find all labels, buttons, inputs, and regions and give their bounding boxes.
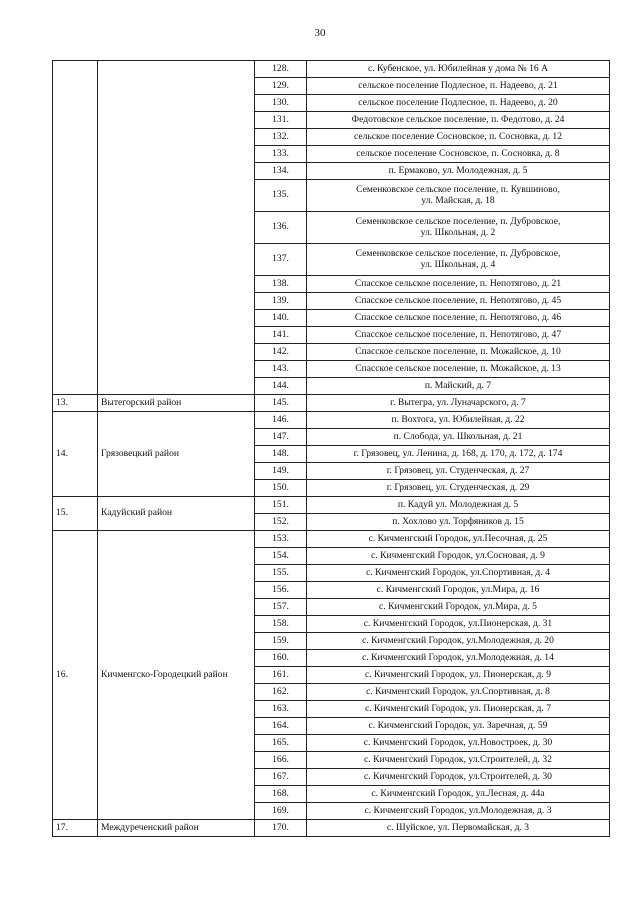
row-index: 129. <box>255 78 307 95</box>
address-line: п. Слобода, ул. Школьная, д. 21 <box>393 430 523 442</box>
table-row <box>53 497 610 514</box>
address-cell <box>307 78 610 95</box>
address-line: п. Вохтога, ул. Юбилейная, д. 22 <box>391 413 525 425</box>
district-number: 16. <box>53 531 98 820</box>
row-index: 131. <box>255 112 307 129</box>
address-cell <box>307 163 610 180</box>
address-line: сельское поселение Сосновское, п. Сосновка, д. 12 <box>354 130 562 142</box>
address-cell <box>307 310 610 327</box>
row-index: 148. <box>255 446 307 463</box>
row-index: 137. <box>255 244 307 276</box>
district-name <box>98 61 255 395</box>
address-cell <box>307 582 610 599</box>
address-cell <box>307 61 610 78</box>
address-cell <box>307 412 610 429</box>
row-index: 144. <box>255 378 307 395</box>
row-index: 132. <box>255 129 307 146</box>
row-index: 147. <box>255 429 307 446</box>
address-table <box>52 60 610 837</box>
address-line-2: ул. Майская, д. 18 <box>421 194 495 206</box>
row-index: 138. <box>255 276 307 293</box>
table-row <box>53 412 610 429</box>
address-line: с. Кичменгский Городок, ул.Новостроек, д. 30 <box>363 736 553 748</box>
address-cell <box>307 429 610 446</box>
address-cell <box>307 293 610 310</box>
row-index: 152. <box>255 514 307 531</box>
row-index: 134. <box>255 163 307 180</box>
row-index: 141. <box>255 327 307 344</box>
address-cell <box>307 650 610 667</box>
address-cell <box>307 599 610 616</box>
address-line: с. Кичменгский Городок, ул. Пионерская, д. 7 <box>364 702 552 714</box>
address-line: сельское поселение Сосновское, п. Сосновка, д. 8 <box>356 147 560 159</box>
address-line: с. Кичменгский Городок, ул.Спортивная, д. 8 <box>366 685 550 697</box>
address-line: Семенковское сельское поселение, п. Дубровское, <box>355 215 561 227</box>
row-index: 136. <box>255 212 307 244</box>
address-line: с. Кичменгский Городок, ул.Строителей, д. 32 <box>364 753 552 765</box>
address-line: п. Ермаково, ул. Молодежная, д. 5 <box>388 164 528 176</box>
address-cell <box>307 395 610 412</box>
address-line: г. Вытегра, ул. Луначарского, д. 7 <box>390 396 526 408</box>
row-index: 145. <box>255 395 307 412</box>
row-index: 149. <box>255 463 307 480</box>
address-cell <box>307 769 610 786</box>
district-number: 17. <box>53 820 98 837</box>
row-index: 128. <box>255 61 307 78</box>
address-cell <box>307 752 610 769</box>
address-table-body <box>53 61 610 837</box>
address-cell <box>307 548 610 565</box>
address-line: Федотовское сельское поселение, п. Федотово, д. 24 <box>351 113 565 125</box>
address-line: Спасское сельское поселение, п. Непотягово, д. 47 <box>354 328 562 340</box>
row-index: 166. <box>255 752 307 769</box>
row-index: 170. <box>255 820 307 837</box>
table-wrapper <box>52 60 610 837</box>
address-cell <box>307 497 610 514</box>
district-number: 15. <box>53 497 98 531</box>
address-cell <box>307 820 610 837</box>
row-index: 158. <box>255 616 307 633</box>
address-cell <box>307 361 610 378</box>
address-cell <box>307 344 610 361</box>
district-name: Грязовецкий район <box>98 412 255 497</box>
address-cell <box>307 684 610 701</box>
address-line: с. Кичменгский Городок, ул. Заречная, д. 59 <box>368 719 548 731</box>
address-cell <box>307 786 610 803</box>
address-line: Спасское сельское поселение, п. Непотягово, д. 21 <box>354 277 562 289</box>
address-line: с. Кичменгский Городок, ул.Молодежная, д. 3 <box>364 804 552 816</box>
address-cell <box>307 463 610 480</box>
address-cell <box>307 701 610 718</box>
address-line: г. Грязовец, ул. Студенческая, д. 29 <box>386 481 530 493</box>
table-row <box>53 820 610 837</box>
district-name: Междуреченский район <box>98 820 255 837</box>
address-line: с. Кичменгский Городок, ул.Сосновая, д. 9 <box>371 549 545 561</box>
row-index: 155. <box>255 565 307 582</box>
address-cell <box>307 95 610 112</box>
row-index: 153. <box>255 531 307 548</box>
address-cell <box>307 480 610 497</box>
address-line: сельское поселение Подлесное, п. Надеево, д. 20 <box>358 96 558 108</box>
row-index: 159. <box>255 633 307 650</box>
address-line: с. Кичменгский Городок, ул.Лесная, д. 44а <box>371 787 545 799</box>
address-line: г. Грязовец, ул. Ленина, д. 168, д. 170, д. 172, д. 174 <box>353 447 563 459</box>
address-line: п. Кадуй ул. Молодежная д. 5 <box>397 498 519 510</box>
address-line: сельское поселение Подлесное, п. Надеево, д. 21 <box>358 79 558 91</box>
row-index: 154. <box>255 548 307 565</box>
district-name: Вытегорский район <box>98 395 255 412</box>
address-line: с. Кичменгский Городок, ул. Пионерская, д. 9 <box>364 668 552 680</box>
address-cell <box>307 616 610 633</box>
address-line: с. Шуйское, ул. Первомайская, д. 3 <box>386 821 530 833</box>
address-cell <box>307 514 610 531</box>
address-cell <box>307 327 610 344</box>
district-name: Кадуйский район <box>98 497 255 531</box>
address-cell <box>307 803 610 820</box>
row-index: 135. <box>255 180 307 212</box>
address-line: п. Майский, д. 7 <box>424 379 492 391</box>
row-index: 162. <box>255 684 307 701</box>
address-line: с. Кичменгский Городок, ул.Строителей, д. 30 <box>364 770 552 782</box>
table-row <box>53 531 610 548</box>
address-cell <box>307 112 610 129</box>
address-line: с. Кичменгский Городок, ул.Мира, д. 16 <box>376 583 540 595</box>
address-line: с. Кичменгский Городок, ул.Молодежная, д. 14 <box>362 651 554 663</box>
address-cell <box>307 565 610 582</box>
address-line: Спасское сельское поселение, п. Можайское, д. 13 <box>355 362 561 374</box>
table-row <box>53 395 610 412</box>
address-cell <box>307 276 610 293</box>
row-index: 169. <box>255 803 307 820</box>
address-line: с. Кичменгский Городок, ул.Пионерская, д. 31 <box>363 617 553 629</box>
address-line: Семенковское сельское поселение, п. Кувшиново, <box>356 183 560 195</box>
row-index: 139. <box>255 293 307 310</box>
address-line: с. Кичменгский Городок, ул.Спортивная, д. 4 <box>366 566 550 578</box>
row-index: 142. <box>255 344 307 361</box>
row-index: 165. <box>255 735 307 752</box>
row-index: 143. <box>255 361 307 378</box>
address-line: Спасское сельское поселение, п. Непотягово, д. 46 <box>354 311 562 323</box>
address-cell <box>307 180 610 212</box>
district-name: Кичменгско-Городецкий район <box>98 531 255 820</box>
address-line: Спасское сельское поселение, п. Непотягово, д. 45 <box>354 294 562 306</box>
page-number: 30 <box>314 27 326 39</box>
row-index: 160. <box>255 650 307 667</box>
address-cell <box>307 129 610 146</box>
address-line: г. Грязовец, ул. Студенческая, д. 27 <box>386 464 530 476</box>
district-number: 13. <box>53 395 98 412</box>
row-index: 130. <box>255 95 307 112</box>
district-number: 14. <box>53 412 98 497</box>
address-line: Спасское сельское поселение, п. Можайское, д. 10 <box>355 345 561 357</box>
address-line: Семенковское сельское поселение, п. Дубровское, <box>355 247 561 259</box>
district-number <box>53 61 98 395</box>
row-index: 146. <box>255 412 307 429</box>
row-index: 163. <box>255 701 307 718</box>
address-cell <box>307 146 610 163</box>
address-cell <box>307 633 610 650</box>
row-index: 164. <box>255 718 307 735</box>
address-line: с. Кичменгский Городок, ул.Песочная, д. 25 <box>368 532 548 544</box>
row-index: 157. <box>255 599 307 616</box>
address-cell <box>307 667 610 684</box>
address-line: п. Хохлово ул. Торфяников д. 15 <box>392 515 524 527</box>
address-cell <box>307 446 610 463</box>
row-index: 156. <box>255 582 307 599</box>
row-index: 168. <box>255 786 307 803</box>
address-cell <box>307 212 610 244</box>
address-line-2: ул. Школьная, д. 2 <box>420 226 496 238</box>
row-index: 151. <box>255 497 307 514</box>
address-line: с. Кичменгский Городок, ул.Молодежная, д. 20 <box>362 634 554 646</box>
address-cell <box>307 718 610 735</box>
address-cell <box>307 531 610 548</box>
table-row <box>53 61 610 78</box>
row-index: 140. <box>255 310 307 327</box>
row-index: 150. <box>255 480 307 497</box>
row-index: 161. <box>255 667 307 684</box>
address-line: с. Кичменгский Городок, ул.Мира, д. 5 <box>379 600 537 612</box>
address-cell <box>307 735 610 752</box>
address-cell <box>307 244 610 276</box>
address-line-2: ул. Школьная, д. 4 <box>420 258 496 270</box>
row-index: 167. <box>255 769 307 786</box>
address-line: с. Кубенское, ул. Юбилейная у дома № 16 А <box>368 62 548 74</box>
row-index: 133. <box>255 146 307 163</box>
address-cell <box>307 378 610 395</box>
